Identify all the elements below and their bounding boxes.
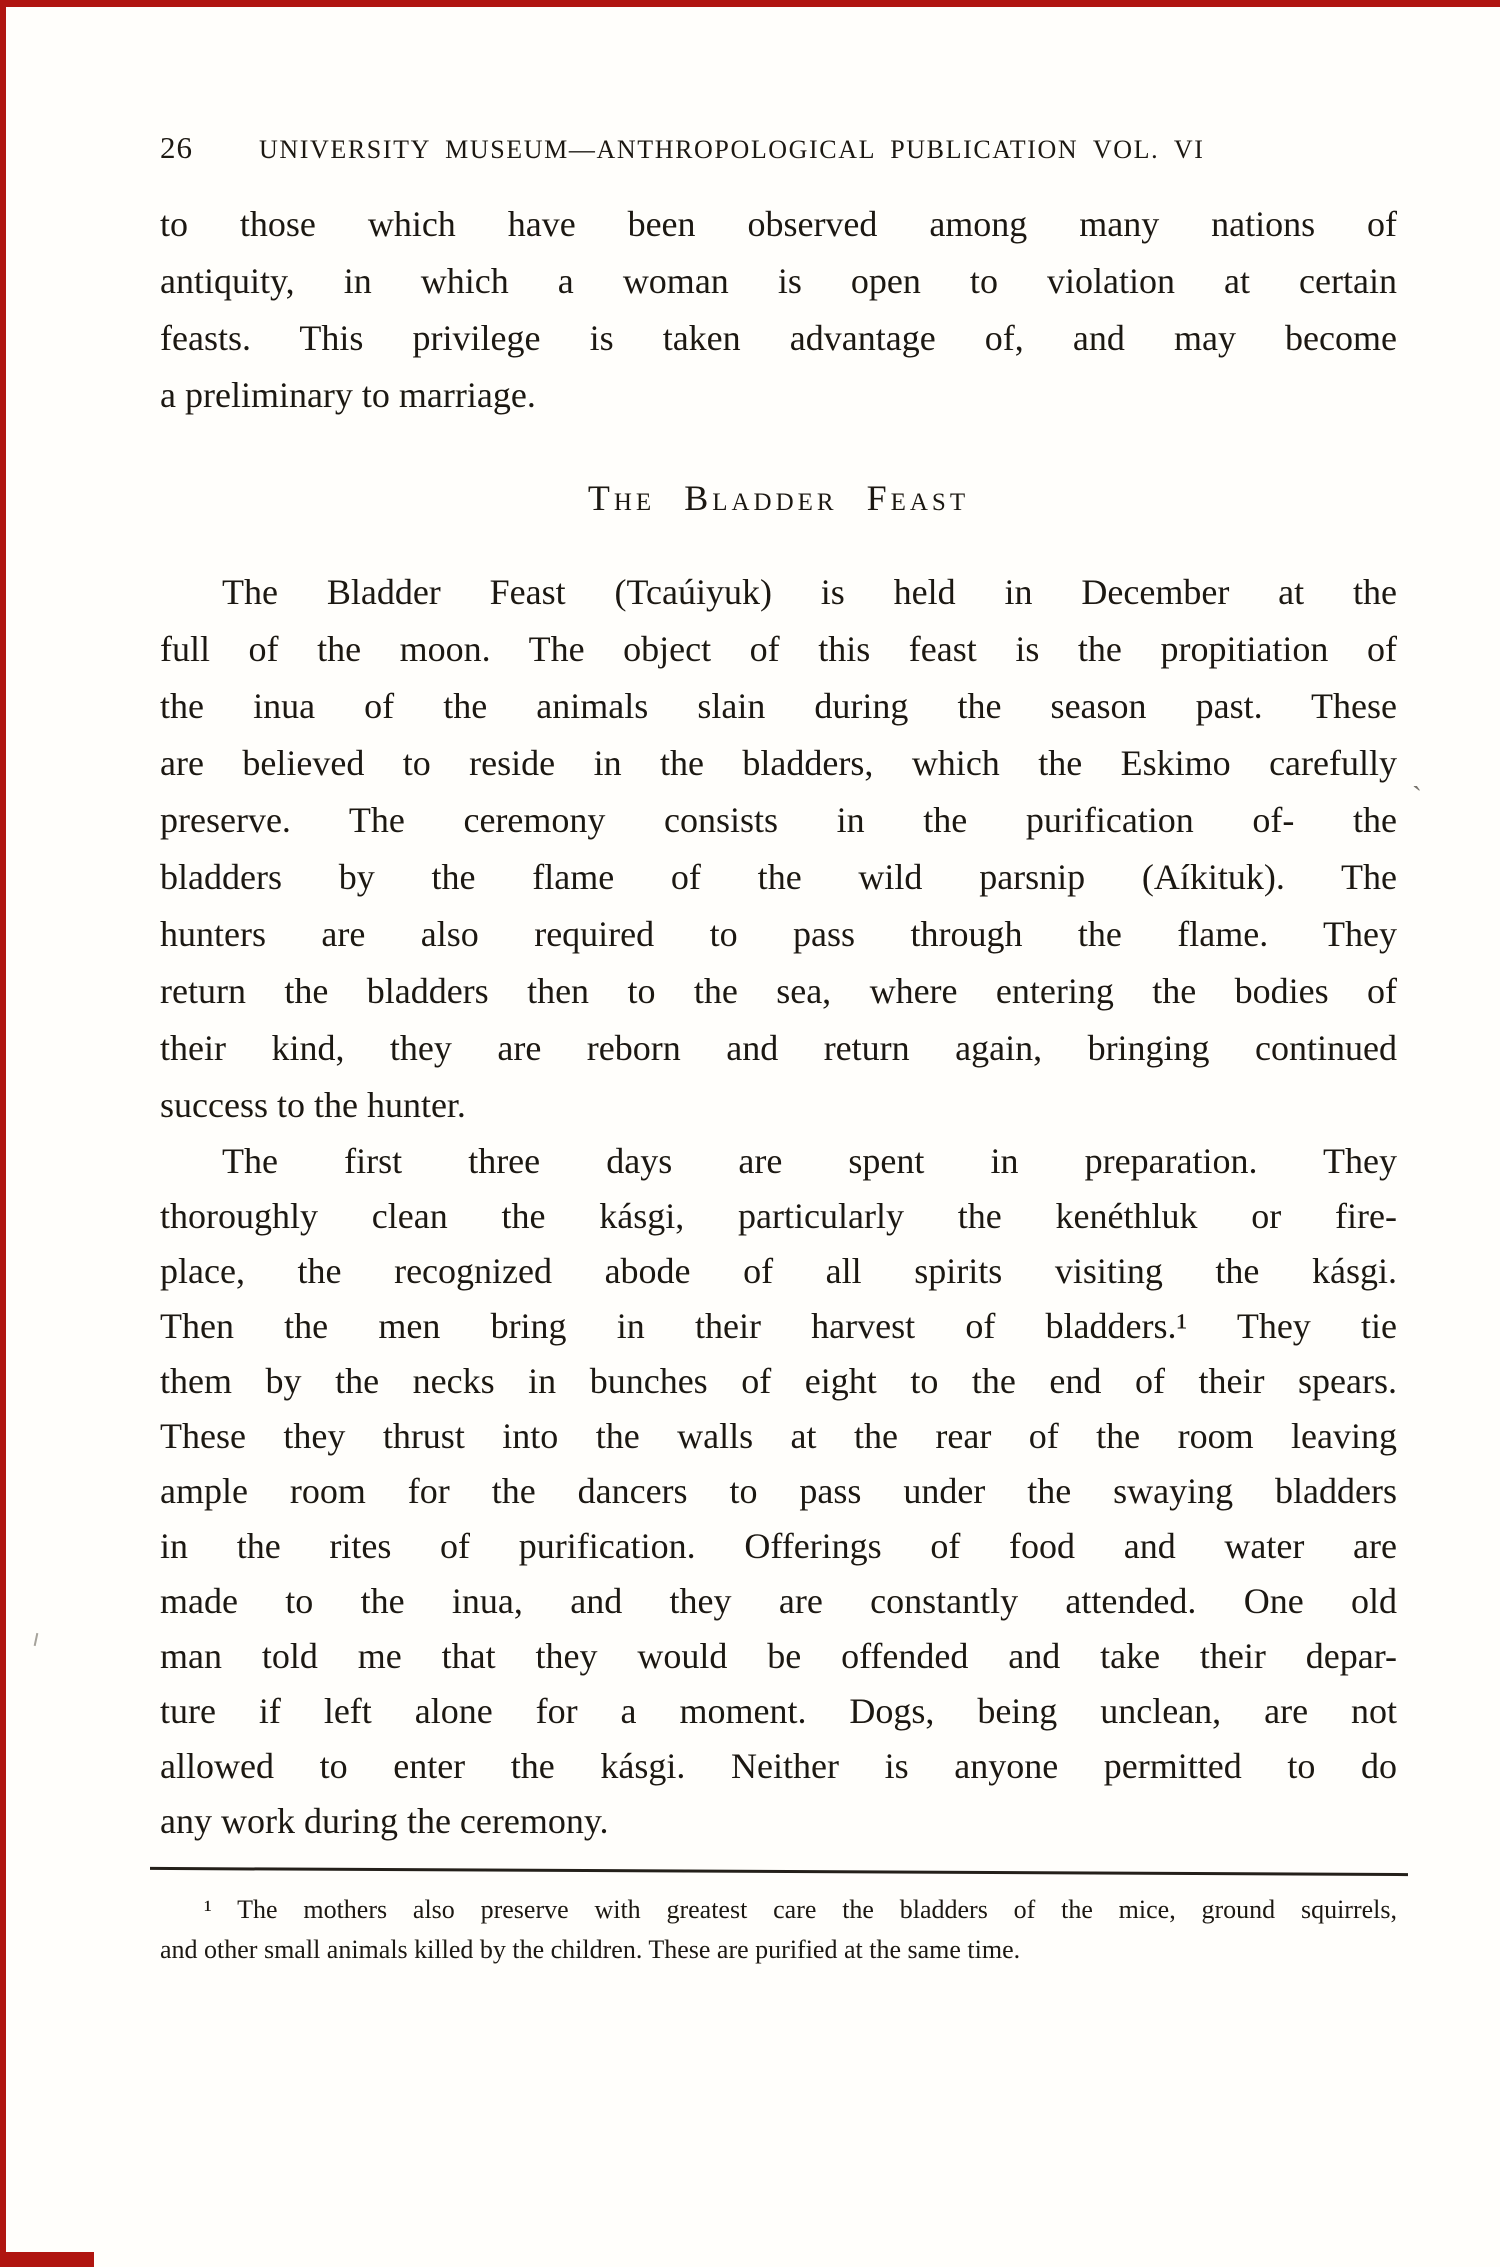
text-line: bladders by the flame of the wild parsnip (Aíkituk). The [160,857,1397,897]
text-line: in the rites of purification. Offerings of food and water are [160,1526,1397,1566]
text-line: and other small animals killed by the children. These are purified at the same time. [160,1935,1021,1964]
text-line: return the bladders then to the sea, where entering the bodies of [160,971,1397,1011]
text-line: success to the hunter. [160,1085,466,1125]
text-line: thoroughly clean the kásgi, particularly the kenéthluk or fire- [160,1196,1397,1236]
scan-speck: ˏ [1412,758,1422,791]
footnote-rule [150,1867,1408,1876]
text-line: ¹ The mothers also preserve with greatest care the bladders of the mice, ground squirrels, [204,1895,1397,1924]
text-line: man told me that they would be offended and take their depar- [160,1636,1397,1676]
text-line: The first three days are spent in preparation. They [222,1141,1397,1181]
scan-speck [34,1633,39,1646]
body-paragraph [160,564,1397,1134]
running-header [160,130,1397,166]
text-line: These they thrust into the walls at the rear of the room leaving [160,1416,1397,1456]
scan-edge-top [0,0,1500,7]
text-line: the inua of the animals slain during the season past. These [160,686,1397,726]
text-line: to those which have been observed among many nations of [160,204,1397,244]
text-line: are believed to reside in the bladders, which the Eskimo carefully [160,743,1397,783]
text-line: a preliminary to marriage. [160,375,536,415]
scan-edge-left [0,0,6,2267]
text-line: any work during the ceremony. [160,1801,609,1841]
text-line: Then the men bring in their harvest of bladders.¹ They tie [160,1306,1397,1346]
text-line: ture if left alone for a moment. Dogs, being unclean, are not [160,1691,1397,1731]
footnote [160,1890,1397,1970]
text-line: The Bladder Feast (Tcaúiyuk) is held in December at the [222,572,1397,612]
section-heading: The Bladder Feast [587,478,970,518]
text-line: made to the inua, and they are constantly attended. One old [160,1581,1397,1621]
text-line: place, the recognized abode of all spirits visiting the kásgi. [160,1251,1397,1291]
text-line: ample room for the dancers to pass under the swaying bladders [160,1471,1397,1511]
text-line: feasts. This privilege is taken advantage of, and may become [160,318,1397,358]
running-title: UNIVERSITY MUSEUM—ANTHROPOLOGICAL PUBLICATION VOL. VI [259,135,1205,164]
body-paragraph [160,1134,1397,1849]
text-line: allowed to enter the kásgi. Neither is anyone permitted to do [160,1746,1397,1786]
text-line: preserve. The ceremony consists in the purification of- the [160,800,1397,840]
text-block [160,196,1397,1970]
text-line: hunters are also required to pass through the flame. They [160,914,1397,954]
body-paragraph [160,196,1397,424]
scan-edge-bottom-left-corner [0,2252,94,2267]
text-line: antiquity, in which a woman is open to violation at certain [160,261,1397,301]
page-number: 26 [160,130,193,165]
text-line: their kind, they are reborn and return again, bringing continued [160,1028,1397,1068]
text-line: full of the moon. The object of this feast is the propitiation of [160,629,1397,669]
text-line: them by the necks in bunches of eight to the end of their spears. [160,1361,1397,1401]
